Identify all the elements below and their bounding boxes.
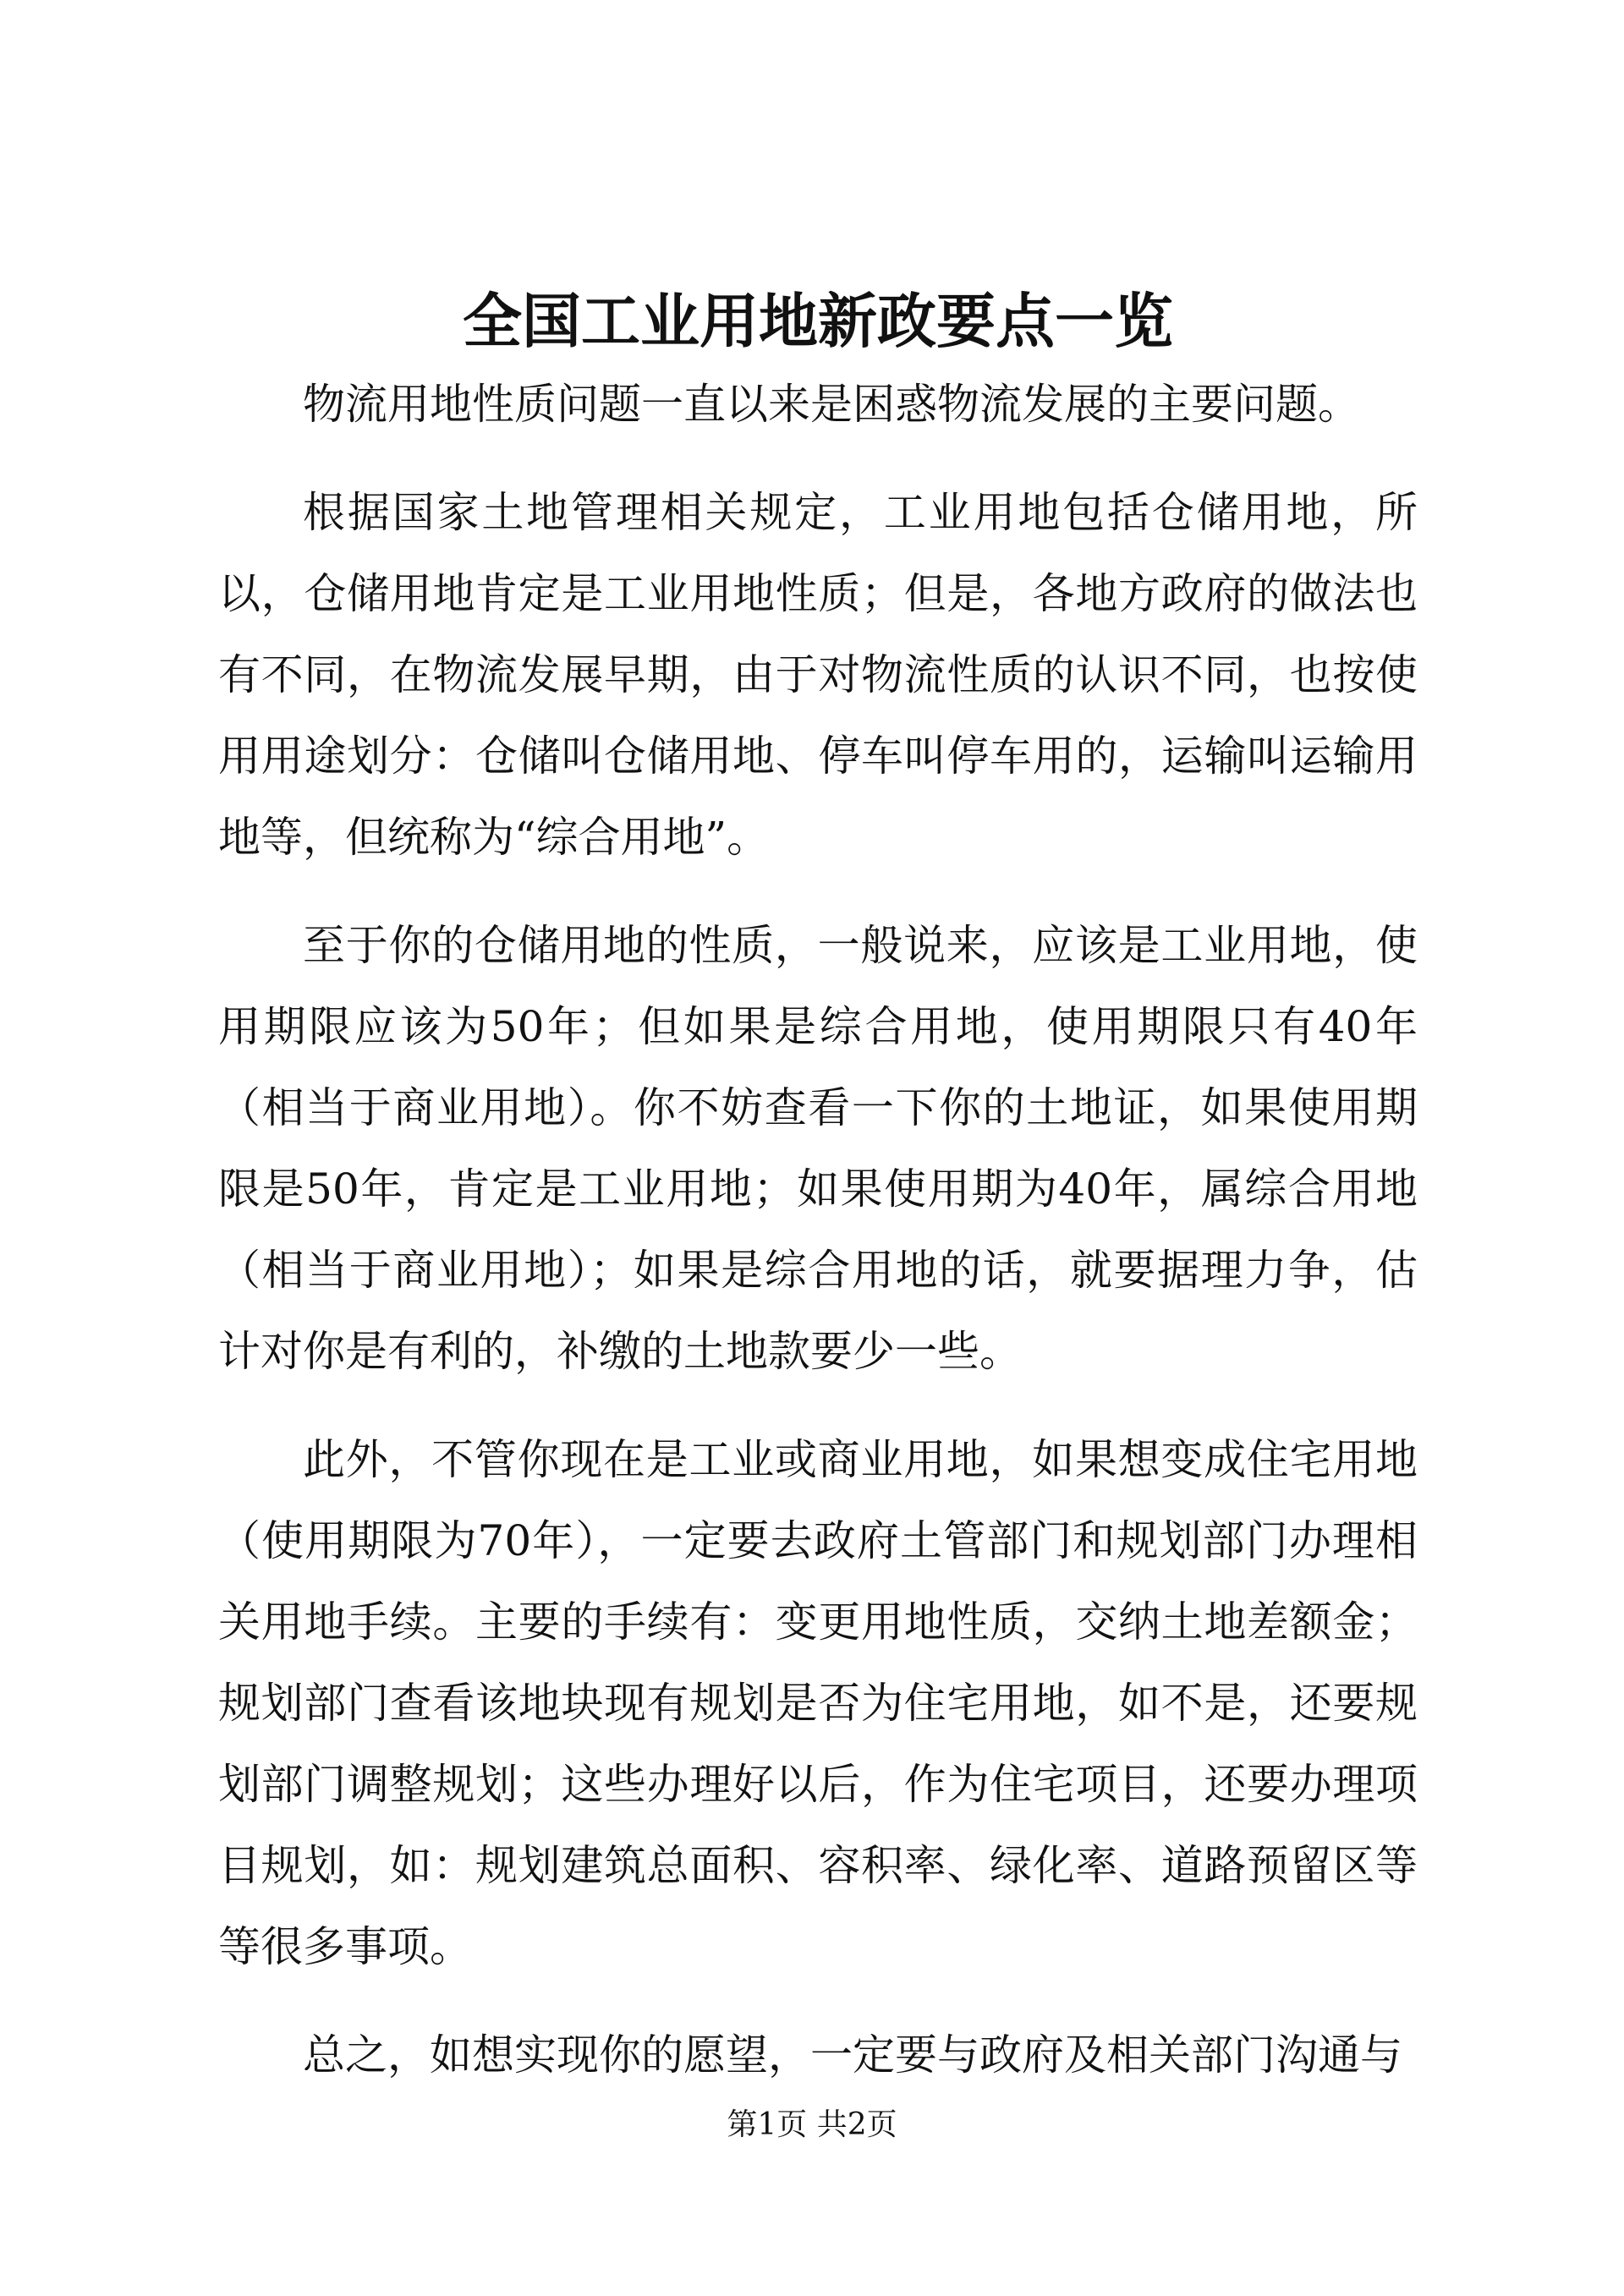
document-body: [218, 279, 1418, 2096]
paragraph-5: 总之，如想实现你的愿望，一定要与政府及相关部门沟通与: [303, 2030, 1402, 2080]
paragraph-2: 根据国家土地管理相关规定，工业用地包括仓储用地，所以，仓储用地肯定是工业用地性质；但是，各地方政府的做法也有不同，在物流发展早期，由于对物流性质的认识不同，也按使用用途划分：仓储叫仓储用地、停车叫停车用的，运输叫运输用地等，但统称为“综合用地”。: [218, 488, 1418, 862]
paragraph-1: 物流用地性质问题一直以来是困惑物流发展的主要问题。: [303, 380, 1360, 429]
paragraph-3: 至于你的仓储用地的性质，一般说来，应该是工业用地，使用期限应该为50年；但如果是综合用地，使用期限只有40年（相当于商业用地）。你不妨查看一下你的土地证，如果使用期限是50年，肯定是工业用地；如果使用期为40年，属综合用地（相当于商业用地）；如果是综合用地的话，就要据理力争，估计对你是有利的，补缴的土地款要少一些。: [218, 921, 1418, 1376]
paragraph-4: 此外，不管你现在是工业或商业用地，如果想变成住宅用地（使用期限为70年），一定要去政府土管部门和规划部门办理相关用地手续。主要的手续有：变更用地性质，交纳土地差额金；规划部门查看该地块现有规划是否为住宅用地，如不是，还要规划部门调整规划；这些办理好以后，作为住宅项目，还要办理项目规划，如：规划建筑总面积、容积率、绿化率、道路预留区等等很多事项。: [218, 1435, 1418, 1971]
page-title: 全国工业用地新政要点一览: [463, 286, 1173, 356]
page-number-footer: 第1页 共2页: [727, 2107, 897, 2142]
